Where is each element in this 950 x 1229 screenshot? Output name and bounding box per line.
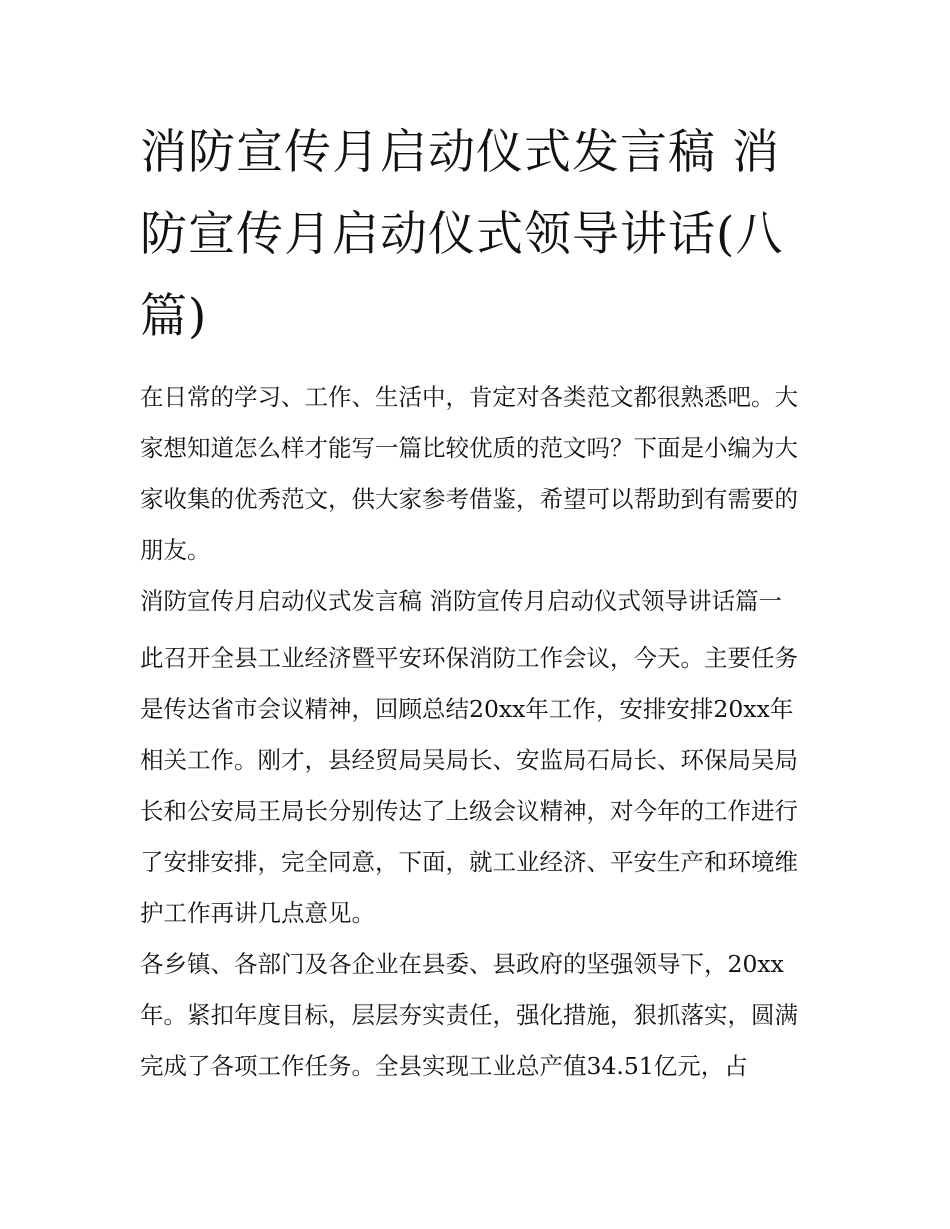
document-title: 消防宣传月启动仪式发言稿 消防宣传月启动仪式领导讲话(八篇) xyxy=(140,125,784,344)
intro-paragraph: 在日常的学习、工作、生活中，肯定对各类范文都很熟悉吧。大家想知道怎么样才能写一篇比较优质的范文吗？下面是小编为大家收集的优秀范文，供大家参考借鉴，希望可以帮助到有需要的朋友。 xyxy=(140,383,798,564)
document-content xyxy=(140,112,815,1092)
body-paragraph: 各乡镇、各部门及各企业在县委、县政府的坚强领导下，20xx年。紧扣年度目标，层层夯实责任，强化措施，狠抓落实，圆满完成了各项工作任务。全县实现工业总产值34.51亿元，占 xyxy=(140,950,798,1080)
body-paragraph: 此召开全县工业经济暨平安环保消防工作会议，今天。主要任务是传达省市会议精神，回顾总结20xx年工作，安排安排20xx年相关工作。刚才，县经贸局吴局长、安监局石局长、环保局吴局长和公安局王局长分别传达了上级会议精神，对今年的工作进行了安排安排，完全同意，下面，就工业经济、平安生产和环境维护工作再讲几点意见。 xyxy=(140,644,798,927)
section-heading: 消防宣传月启动仪式发言稿 消防宣传月启动仪式领导讲话篇一 xyxy=(140,587,782,615)
